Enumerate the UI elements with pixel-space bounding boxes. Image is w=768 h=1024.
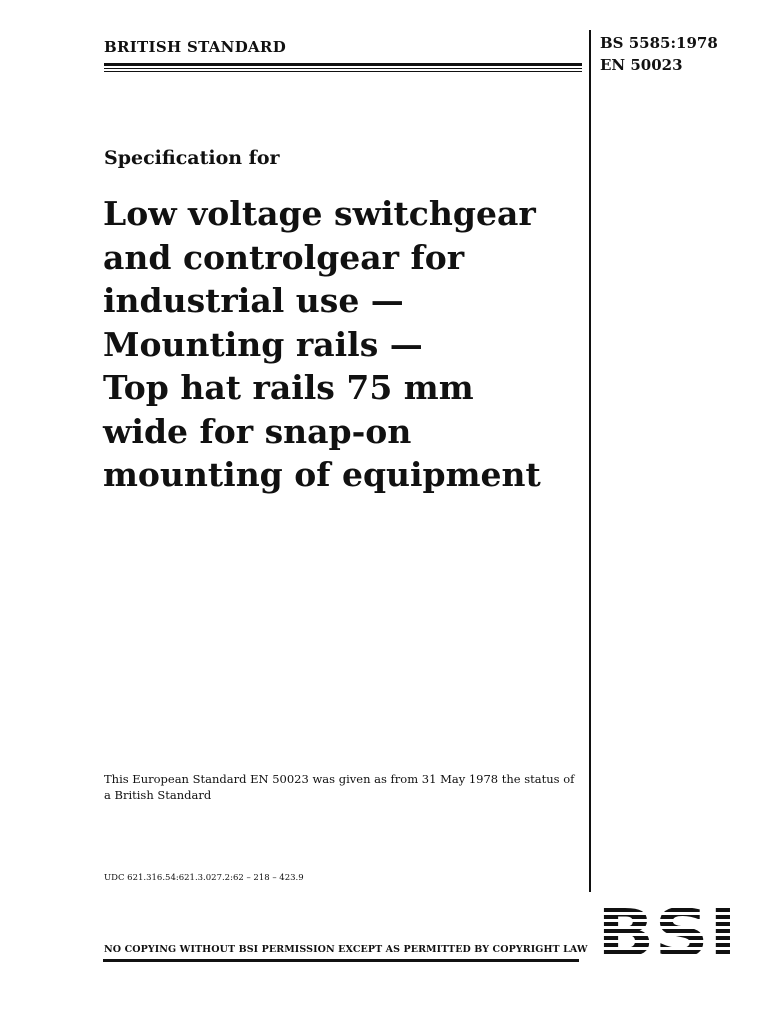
bsi-logo [597, 906, 737, 958]
udc-classification: UDC 621.316.54:621.3.027.2:62 – 218 – 423.9 [104, 873, 304, 883]
header-rule [104, 63, 582, 72]
title-line: Top hat rails 75 mm [103, 368, 474, 407]
standard-numbers [600, 32, 718, 76]
title-line: Mounting rails — [103, 324, 423, 364]
bs-number: BS 5585:1978 [600, 34, 718, 52]
header-rule-thin-1 [104, 68, 582, 69]
header-rule-thin-2 [104, 71, 582, 72]
spec-label: Specification for [104, 147, 280, 169]
document-title [103, 192, 583, 497]
status-note-line: This European Standard EN 50023 was given as from 31 May 1978 the status of [104, 772, 575, 786]
status-note [104, 771, 582, 803]
status-note-line: a British Standard [104, 788, 212, 802]
en-number: EN 50023 [600, 56, 683, 74]
publisher-label: BRITISH STANDARD [104, 38, 287, 56]
footer-rule [103, 959, 579, 962]
title-line: and controlgear for [103, 237, 465, 277]
title-line: mounting of equipment [103, 455, 541, 494]
copyright-notice: NO COPYING WITHOUT BSI PERMISSION EXCEPT AS PERMITTED BY COPYRIGHT LAW [104, 944, 588, 955]
title-line: wide for snap-on [103, 411, 412, 451]
column-divider [589, 30, 591, 892]
header-rule-thick [104, 63, 582, 66]
title-line: industrial use — [103, 281, 404, 320]
title-line: Low voltage switchgear [103, 194, 536, 233]
